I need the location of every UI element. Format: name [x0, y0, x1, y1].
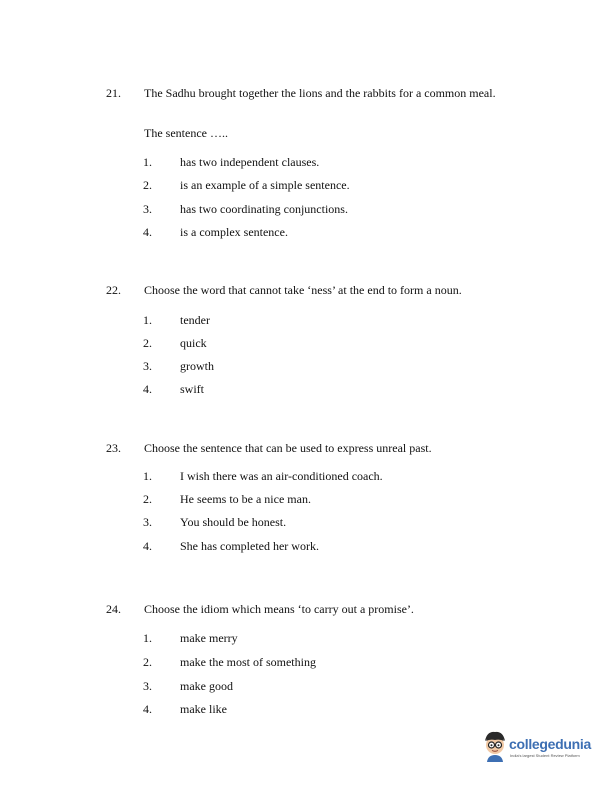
- logo-name: collegedunia: [509, 736, 591, 752]
- question-text: Choose the idiom which means ‘to carry out a promise’.: [144, 602, 414, 616]
- option-number: 4.: [143, 539, 152, 553]
- option-text: You should be honest.: [180, 515, 287, 529]
- question-number: 21.: [106, 86, 121, 100]
- option-text: is an example of a simple sentence.: [180, 178, 350, 192]
- option-number: 2.: [143, 492, 152, 506]
- option-number: 4.: [143, 225, 152, 239]
- question-text: The Sadhu brought together the lions and the rabbits for a common meal.: [144, 86, 496, 100]
- option-text: make the most of something: [180, 655, 316, 669]
- option-number: 1.: [143, 631, 152, 645]
- logo-tagline: India's largest Student Review Platform: [510, 753, 580, 758]
- collegedunia-logo: [481, 727, 599, 767]
- question-text: Choose the sentence that can be used to express unreal past.: [144, 441, 432, 455]
- option-number: 3.: [143, 679, 152, 693]
- option-text: make good: [180, 679, 233, 693]
- option-number: 1.: [143, 313, 152, 327]
- option-text: quick: [180, 336, 207, 350]
- option-text: has two independent clauses.: [180, 155, 320, 169]
- option-text: make merry: [180, 631, 238, 645]
- mascot-icon: [481, 729, 509, 765]
- question-number: 24.: [106, 602, 121, 616]
- option-number: 2.: [143, 655, 152, 669]
- question-number: 22.: [106, 283, 121, 297]
- option-number: 3.: [143, 515, 152, 529]
- option-text: He seems to be a nice man.: [180, 492, 311, 506]
- question-subtext: The sentence …..: [144, 126, 228, 140]
- option-number: 2.: [143, 178, 152, 192]
- option-text: growth: [180, 359, 214, 373]
- option-text: is a complex sentence.: [180, 225, 288, 239]
- option-text: has two coordinating conjunctions.: [180, 202, 348, 216]
- option-text: swift: [180, 382, 204, 396]
- question-text: Choose the word that cannot take ‘ness’ at the end to form a noun.: [144, 283, 462, 297]
- option-text: She has completed her work.: [180, 539, 319, 553]
- option-text: make like: [180, 702, 227, 716]
- option-number: 1.: [143, 469, 152, 483]
- option-number: 3.: [143, 202, 152, 216]
- option-number: 4.: [143, 382, 152, 396]
- option-number: 3.: [143, 359, 152, 373]
- option-text: tender: [180, 313, 210, 327]
- option-number: 1.: [143, 155, 152, 169]
- question-number: 23.: [106, 441, 121, 455]
- option-number: 4.: [143, 702, 152, 716]
- option-text: I wish there was an air-conditioned coach.: [180, 469, 383, 483]
- option-number: 2.: [143, 336, 152, 350]
